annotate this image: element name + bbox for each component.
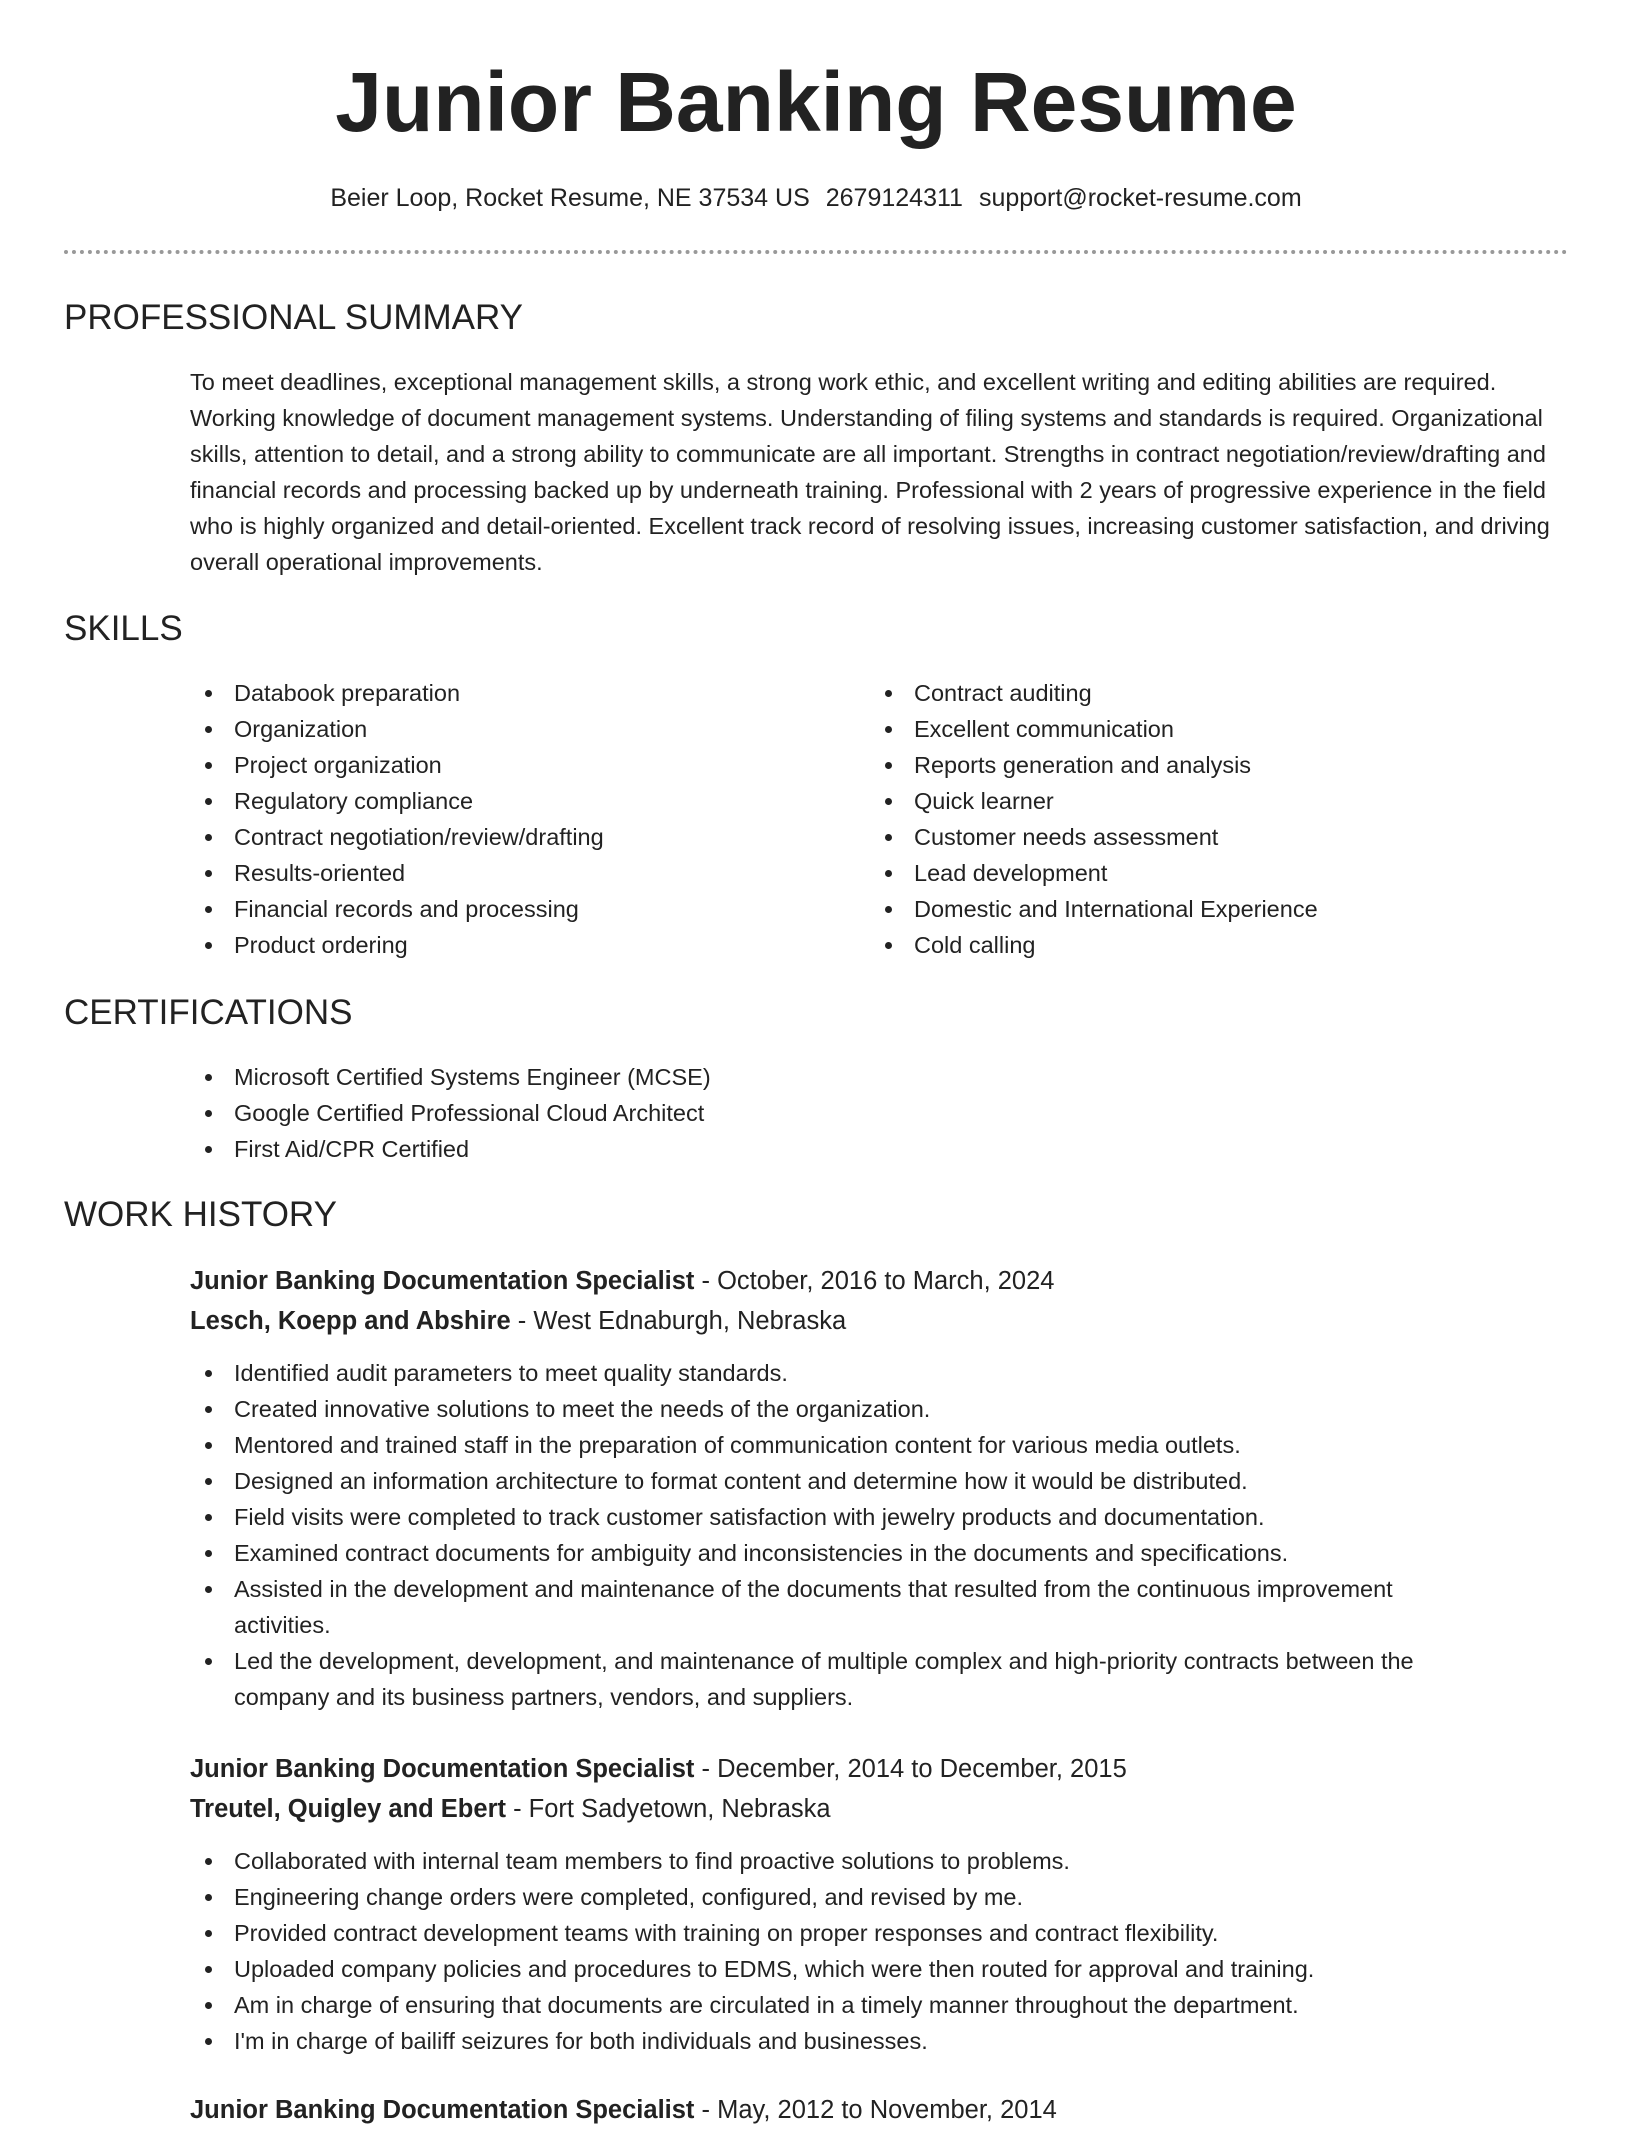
job-duty: Led the development, development, and maintenance of multiple complex and high-priority contracts between the company and its business partners, vendors, and suppliers. xyxy=(190,1643,1490,1715)
skill-item: Lead development xyxy=(870,855,1570,891)
skill-item: Organization xyxy=(190,711,830,747)
skill-item: Contract auditing xyxy=(870,675,1570,711)
skill-item: Databook preparation xyxy=(190,675,830,711)
skills-list-left xyxy=(190,675,830,963)
skill-item: Financial records and processing xyxy=(190,891,830,927)
skill-item: Results-oriented xyxy=(190,855,830,891)
summary-text: To meet deadlines, exceptional management skills, a strong work ethic, and excellent writing and editing abilities are required. Working knowledge of document management systems. Understanding of filing systems and standards is required. Organizational skills, attention to detail, and a strong ability to communicate are all important. Strengths in contract negotiation/review/drafting and financial records and processing backed up by underneath training. Professional with 2 years of progressive experience in the field who is highly organized and detail-oriented. Excellent track record of resolving issues, increasing customer satisfaction, and driving overall operational improvements. xyxy=(190,369,1550,575)
job-duties-list xyxy=(190,1355,1490,1715)
job-dates: - May, 2012 to November, 2014 xyxy=(694,2096,1057,2124)
job-duty: Uploaded company policies and procedures to EDMS, which were then routed for approval and training. xyxy=(190,1951,1490,1987)
skill-item: Contract negotiation/review/drafting xyxy=(190,819,830,855)
job-title-line xyxy=(190,1749,1570,1789)
job-title: Junior Banking Documentation Specialist xyxy=(190,1755,695,1783)
job-duty: Identified audit parameters to meet quality standards. xyxy=(190,1355,1490,1391)
job-dates: - December, 2014 to December, 2015 xyxy=(694,1755,1127,1783)
job-duties-list xyxy=(190,1843,1490,2059)
job-duty: Mentored and trained staff in the preparation of communication content for various media outlets. xyxy=(190,1427,1490,1463)
job-duty: Collaborated with internal team members to find proactive solutions to problems. xyxy=(190,1843,1490,1879)
certification-item: First Aid/CPR Certified xyxy=(190,1131,1390,1167)
job-duty: Examined contract documents for ambiguity and inconsistencies in the documents and specifications. xyxy=(190,1535,1490,1571)
contact-line xyxy=(0,180,1632,216)
job-title: Junior Banking Documentation Specialist xyxy=(190,2096,695,2124)
skill-item: Reports generation and analysis xyxy=(870,747,1570,783)
resume-title: Junior Banking Resume xyxy=(335,55,1297,149)
job-duty: I'm in charge of bailiff seizures for both individuals and businesses. xyxy=(190,2023,1490,2059)
skill-item: Quick learner xyxy=(870,783,1570,819)
skill-item: Customer needs assessment xyxy=(870,819,1570,855)
skill-item: Regulatory compliance xyxy=(190,783,830,819)
job-title-line xyxy=(190,2090,1570,2130)
skill-item: Excellent communication xyxy=(870,711,1570,747)
job-duty: Designed an information architecture to format content and determine how it would be distributed. xyxy=(190,1463,1490,1499)
header-divider xyxy=(64,250,1568,254)
summary-heading: PROFESSIONAL SUMMARY xyxy=(64,298,523,337)
job-duty: Assisted in the development and maintenance of the documents that resulted from the continuous improvement activities. xyxy=(190,1571,1490,1643)
job-duty: Created innovative solutions to meet the needs of the organization. xyxy=(190,1391,1490,1427)
job-company: Treutel, Quigley and Ebert xyxy=(190,1795,506,1823)
work-history-heading: WORK HISTORY xyxy=(64,1195,337,1234)
contact-email[interactable]: support@rocket-resume.com xyxy=(978,184,1302,212)
job-company-line xyxy=(190,1789,1570,1829)
skill-item: Product ordering xyxy=(190,927,830,963)
job-title-line xyxy=(190,1261,1570,1301)
certification-item: Google Certified Professional Cloud Architect xyxy=(190,1095,1390,1131)
certification-item: Microsoft Certified Systems Engineer (MCSE) xyxy=(190,1059,1390,1095)
job-company: Lesch, Koepp and Abshire xyxy=(190,1307,511,1335)
job-dates: - October, 2016 to March, 2024 xyxy=(694,1267,1055,1295)
job-company-line xyxy=(190,1301,1570,1341)
skills-heading: SKILLS xyxy=(64,609,183,648)
certifications-list xyxy=(190,1059,1390,1167)
contact-phone: 2679124311 xyxy=(825,184,963,212)
job-location: - West Ednaburgh, Nebraska xyxy=(510,1307,847,1335)
job-location: - Fort Sadyetown, Nebraska xyxy=(506,1795,831,1823)
contact-address: Beier Loop, Rocket Resume, NE 37534 US xyxy=(330,184,810,212)
skills-list-right xyxy=(870,675,1570,963)
job-duty: Field visits were completed to track customer satisfaction with jewelry products and documentation. xyxy=(190,1499,1490,1535)
skill-item: Cold calling xyxy=(870,927,1570,963)
certifications-heading: CERTIFICATIONS xyxy=(64,993,353,1032)
job-duty: Engineering change orders were completed, configured, and revised by me. xyxy=(190,1879,1490,1915)
job-duty: Am in charge of ensuring that documents are circulated in a timely manner throughout the department. xyxy=(190,1987,1490,2023)
skill-item: Domestic and International Experience xyxy=(870,891,1570,927)
job-title: Junior Banking Documentation Specialist xyxy=(190,1267,695,1295)
skill-item: Project organization xyxy=(190,747,830,783)
job-duty: Provided contract development teams with training on proper responses and contract flexibility. xyxy=(190,1915,1490,1951)
